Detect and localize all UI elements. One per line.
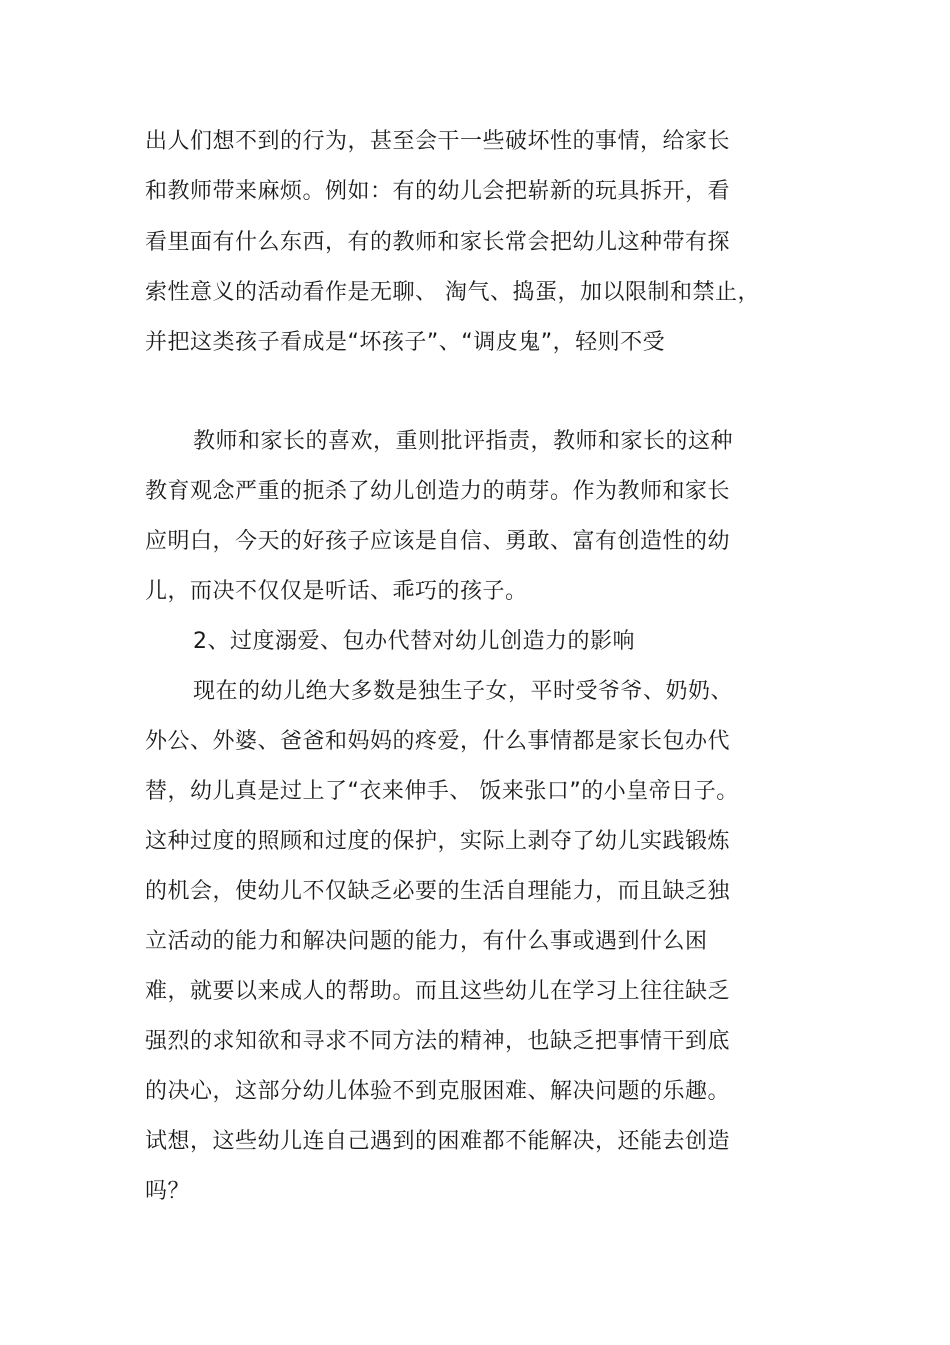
text-line: 看里面有什么东西，有的教师和家长常会把幼儿这种带有探 bbox=[145, 230, 731, 255]
text-line: 索性意义的活动看作是无聊、 淘气、捣蛋，加以限制和禁止， bbox=[145, 280, 760, 305]
text-line: 儿，而决不仅仅是听话、乖巧的孩子。 bbox=[145, 579, 528, 604]
text-line: 难，就要以来成人的帮助。而且这些幼儿在学习上往往缺乏 bbox=[145, 979, 731, 1004]
text-line: 出人们想不到的行为，甚至会干一些破坏性的事情，给家长 bbox=[145, 129, 731, 154]
text-line: 的机会，使幼儿不仅缺乏必要的生活自理能力，而且缺乏独 bbox=[145, 879, 731, 904]
text-line: 外公、外婆、爸爸和妈妈的疼爱，什么事情都是家长包办代 bbox=[145, 729, 731, 754]
text-line: 并把这类孩子看成是“坏孩子”、“调皮鬼”，轻则不受 bbox=[145, 330, 666, 355]
text-line: 和教师带来麻烦。例如：有的幼儿会把崭新的玩具拆开，看 bbox=[145, 179, 731, 204]
text-line: 的决心，这部分幼儿体验不到克服困难、解决问题的乐趣。 bbox=[145, 1079, 731, 1104]
text-line: 教育观念严重的扼杀了幼儿创造力的萌芽。作为教师和家长 bbox=[145, 479, 731, 504]
text-line: 教师和家长的喜欢，重则批评指责，教师和家长的这种 bbox=[193, 429, 734, 454]
section-heading: 2、过度溺爱、包办代替对幼儿创造力的影响 bbox=[193, 629, 635, 654]
text-line: 吗？ bbox=[145, 1179, 191, 1204]
text-line: 应明白，今天的好孩子应该是自信、勇敢、富有创造性的幼 bbox=[145, 529, 731, 554]
text-line: 这种过度的照顾和过度的保护，实际上剥夺了幼儿实践锻炼 bbox=[145, 829, 731, 854]
text-line: 强烈的求知欲和寻求不同方法的精神，也缺乏把事情干到底 bbox=[145, 1029, 731, 1054]
text-line: 替，幼儿真是过上了“衣来伸手、 饭来张口”的小皇帝日子。 bbox=[145, 779, 739, 804]
text-line: 立活动的能力和解决问题的能力，有什么事或遇到什么困 bbox=[145, 929, 708, 954]
text-line: 现在的幼儿绝大多数是独生子女，平时受爷爷、奶奶、 bbox=[193, 679, 734, 704]
text-line: 试想，这些幼儿连自己遇到的困难都不能解决，还能去创造 bbox=[145, 1129, 731, 1154]
